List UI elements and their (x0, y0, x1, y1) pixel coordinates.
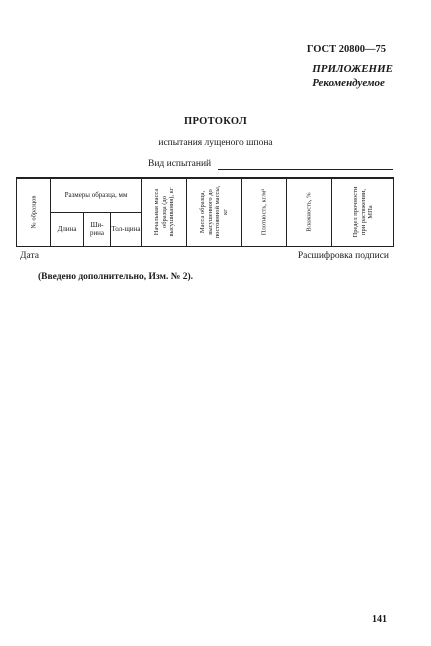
document-title: ПРОТОКОЛ (184, 116, 247, 127)
protocol-table (16, 177, 394, 247)
test-type-blank-line (218, 169, 393, 170)
header-thickness: Тол-щина (111, 212, 142, 246)
header-sample-sizes: Размеры образца, мм (51, 178, 142, 212)
date-label: Дата (20, 251, 39, 261)
header-width: Ши-рина (84, 212, 111, 246)
appendix-heading (312, 62, 393, 90)
amendment-note: (Введено дополнительно, Изм. № 2). (38, 272, 193, 282)
standard-number: ГОСТ 20800—75 (306, 44, 386, 55)
test-type-label: Вид испытаний (148, 159, 212, 169)
recommended-label: Рекомендуемое (312, 77, 385, 89)
header-tensile-strength: Предел прочности при растяжении, МПа (332, 178, 394, 246)
header-initial-mass: Начальная масса образца (до высушивания), кг (142, 178, 187, 246)
header-length: Длина (51, 212, 84, 246)
header-dry-mass: Масса образца, высушенного до постоянной массы, кг (187, 178, 242, 246)
header-moisture: Влажность, % (287, 178, 332, 246)
appendix-label: ПРИЛОЖЕНИЕ (312, 63, 393, 75)
page-number: 141 (372, 614, 387, 625)
document-subtitle: испытания лущеного шпона (158, 138, 273, 148)
header-density: Плотность, кг/м³ (242, 178, 287, 246)
header-sample-number: № образцов (17, 178, 51, 246)
signature-label: Расшифровка подписи (297, 251, 389, 261)
